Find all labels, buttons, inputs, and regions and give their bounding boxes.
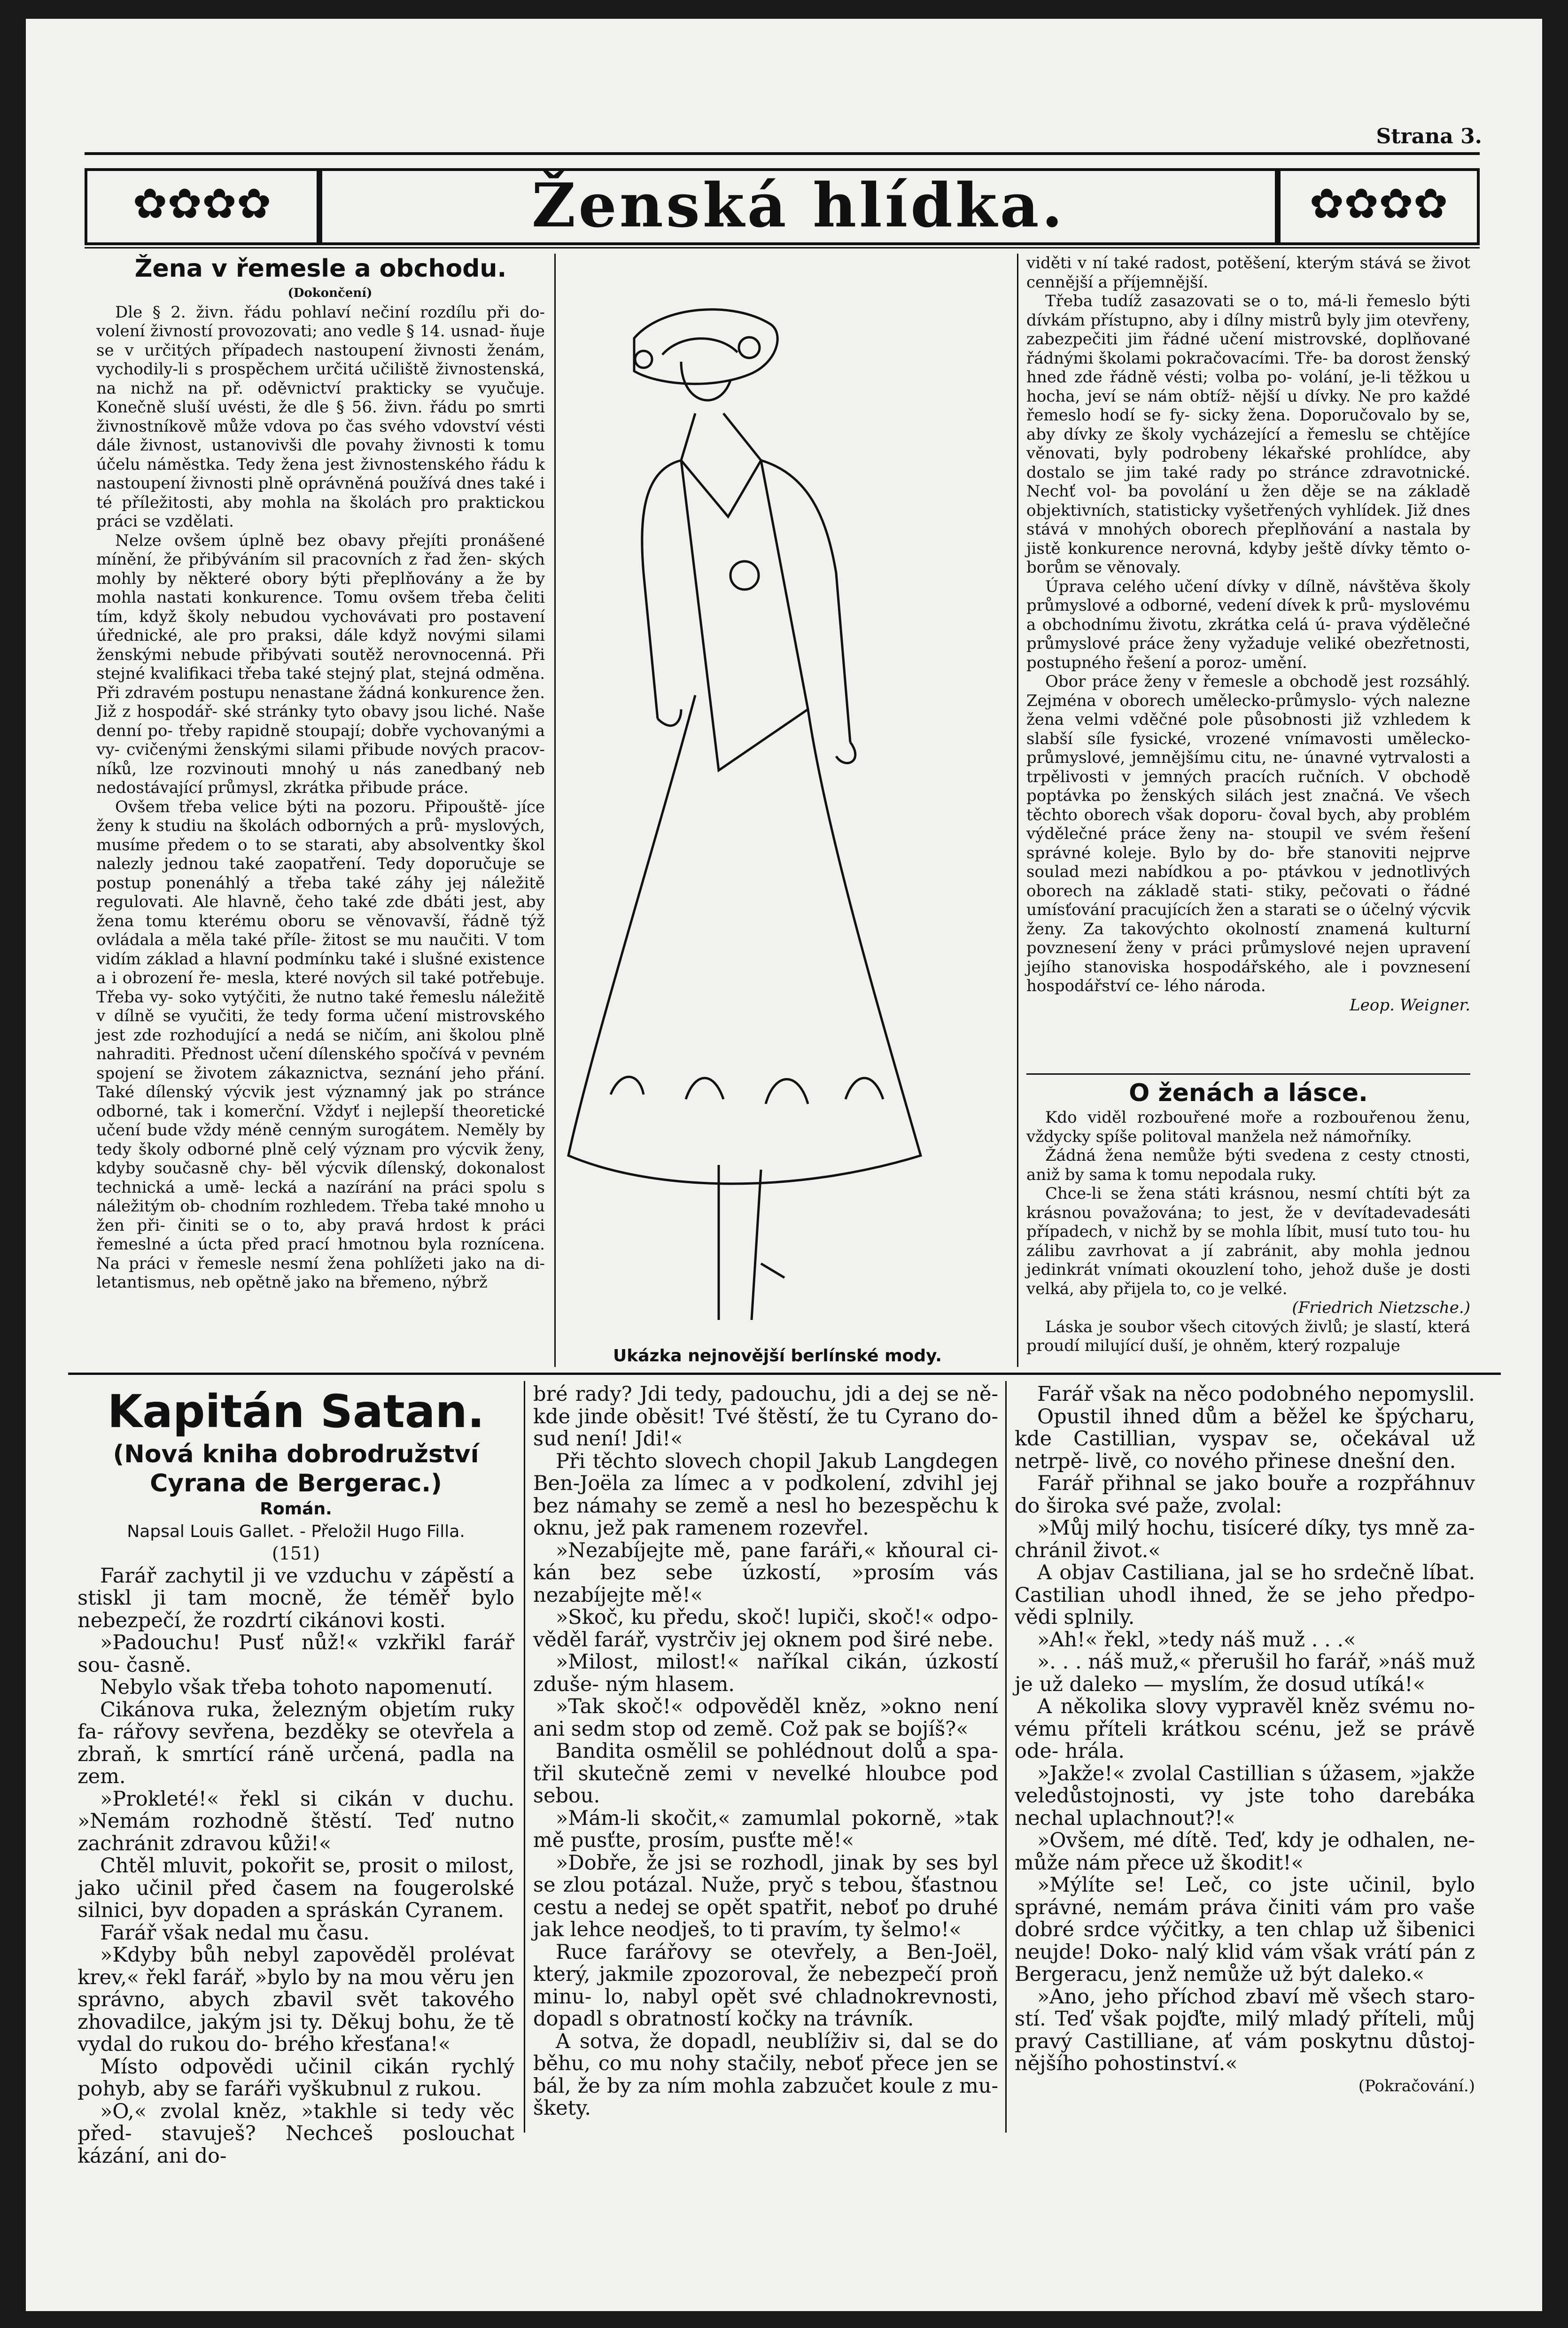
paragraph: Nebylo však třeba tohoto napomenutí. [100, 1676, 493, 1699]
paragraph: Ovšem třeba velice býti na pozoru. Připouště- jíce ženy k studiu na školách odborných a prů- myslových, musíme předem o to se starati, aby absolventky škol nalezly jednou také zaopatření. Tedy doporučuje se postup ponenáhlý a třeba také záhy jej náležitě regulovati. Ale hlavně, čeho také zde dbáti jest, aby žena tomu kterému oboru se věnovavší, řádně týž ovládala a měla také příle- žitost se mu naučiti. V tom vidím základ a hlavní podmínku také i slušné existence a i obrození ře- mesla, které nových sil také potřebuje. Třeba vy- soko vytýčiti, že nutno také řemeslu náležitě v dílně se vyučiti, že tedy forma učení mistrovského jest zde rozhodující a nedá se ničím, ani školou plně nahraditi. Přednost učení dílenského spočívá v pevném spojení se životem zákaznictva, seznání jeho přání. Také dílenský výcvik jest významný jak po stránce odborné, tak i komerční. Vždyť i nejlepší theoretické učení bude vždy méně cenným surogátem. Neměly by tedy školy odborné plně celý význam pro výcvik ženy, kdyby současně chy- běl výcvik dílenský, dokonalost technická a umě- lecká a nazírání na práci spolu s náležitým ob- chodním rozhledem. Třeba také mnoho u žen při- činiti se o to, aby pravá hrdost k práci řemeslné a úcta před prací hmotnou byla roznícena. Na práci v řemesle nesmí žena pohlížeti jako na di- letantismus, neb opětně jako na břemeno, nýbrž [96, 797, 545, 1292]
paragraph: »Ano, jeho příchod zbaví mě všech staro- stí. Teď však pojďte, milý mladý příteli, můj pravý Castilliane, ať vám poskytnu důstoj- nějšího pohostinství.« [1015, 1985, 1475, 2075]
masthead-top-rule [85, 152, 1480, 155]
paragraph: »Můj milý hochu, tisíceré díky, tys mně za- chránil život.« [1015, 1516, 1475, 1562]
article-title: Žena v řemesle a obchodu. [134, 255, 507, 283]
paragraph: Nelze ovšem úplně bez obavy přejíti pronášené mínění, že přibýváním sil pracovních z řad žen- ských mohly by některé obory býti přeplňovány a že by mohla nastati konkurence. Tomu ovšem třeba čeliti tím, když školy nebudou vychovávati pro postavení úřednické, ale pro praksi, dále když novými silami ženskými nebude přibývati soutěž nerovnocenná. Při stejné kvalifikaci třeba také stejný plat, stejná odměna. Při zdravém postupu nenastane žádná konkurence žen. Již z hospodář- ské stránky tyto obavy jsou liché. Naše denní po- třeby rapidně stoupají; dobře vychovanými a vy- cvičenými ženskými silami přibude nových pracov- níků, lze rozvinouti mnohý u nás zanedbaný neb nedostávající průmysl, zkrátka přibude práce. [96, 531, 545, 797]
paragraph: Farář však na něco podobného nepomyslil. [1037, 1382, 1475, 1406]
serial-title: Kapitán Satan. [107, 1385, 485, 1438]
paragraph: Při těchto slovech chopil Jakub Langdegen Ben-Joëla za límec a v podkolení, zdvihl jej bez námahy se země a nesl ho bezespěchu k oknu, jež pak ramenem rozevřel. [533, 1449, 998, 1540]
paragraph: »Ah!« řekl, »tedy náš muž . . .« [1037, 1628, 1356, 1652]
column-rule-2 [1017, 254, 1018, 1367]
paragraph: »Jakže!« zvolal Castillian s úžasem, »jakže veledůstojnosti, vy jste toho darebáka nechal uplachnout?!« [1015, 1762, 1475, 1830]
paragraph: A objav Castiliana, jal se ho srdečně líbat. Castilian uhodl ihned, že se jeho předpo- vědi splnily. [1015, 1561, 1475, 1629]
section-title: Ženská hlídka. [531, 171, 1066, 241]
paragraph: viděti v ní také radost, potěšení, kterým stává se život cennější a příjemnější. [1026, 254, 1470, 292]
paragraph: Úprava celého učení dívky v dílně, návštěva školy průmyslové a odborné, vedení dívek k prů- myslovému a obchodnímu životu, zkrátka celá ú- prava výdělečné průmyslové práce ženy vyžaduje veliké obezřetnosti, postupného řešení a poroz- umění. [1026, 577, 1470, 672]
paragraph: »Padouchu! Pusť nůž!« vzkřikl farář sou- časně. [78, 1631, 514, 1677]
paragraph: ». . . náš muž,« přerušil ho farář, »náš muž je už daleko — myslím, že dosud utíká!« [1015, 1650, 1475, 1696]
paragraph: »Nezabíjejte mě, pane faráři,« kňoural ci- kán bez sebe úzkostí, »prosím vás nezabíjejte mě!« [533, 1538, 998, 1607]
newspaper-page [26, 19, 1542, 2311]
paragraph: Místo odpovědi učinil cikán rychlý pohyb, aby se faráři vyškubnul z rukou. [78, 2055, 514, 2101]
author-signature: Leop. Weigner. [1350, 995, 1470, 1015]
paragraph: A několika slovy vypravěl kněz svému no- vému příteli krátkou scénu, jež se právě ode- hrála. [1015, 1695, 1475, 1763]
paragraph: Cikánova ruka, železným objetím ruky fa- rářovy sevřena, bezděky se otevřela a zbraň, k smrtící ráně určená, padla na zem. [78, 1698, 514, 1788]
paragraph: »Kdyby bůh nebyl zapověděl prolévat krev,« řekl farář, »bylo by na mou věru jen správno, abych zbavil svět takového zhovadilce, jakým jsi ty. Děkuj bohu, že tě vydal do rukou do- brého křesťana!« [78, 1943, 514, 2056]
article-title: O ženách a lásce. [1129, 1079, 1368, 1107]
continued-note: (Pokračování.) [1358, 2076, 1475, 2095]
paragraph: Farář přihnal se jako bouře a rozpřáhnuv do široka své paže, zvolal: [1015, 1472, 1475, 1518]
paragraph: Obor práce ženy v řemesle a obchodě jest rozsáhlý. Zejména v oborech umělecko-průmyslo- vých nalezne žena velmi vděčné pole působnosti již vzhledem k slabší síle fysické, vrozené vnímavosti umělecko-průmyslové, jemnějšímu citu, ne- únavné vytrvalosti a trpělivosti v jemných pracích ručních. V obchodě poptávka po ženských silách jest značná. Ve všech těchto oborech však doporu- čoval bych, aby problém výdělečné práce ženy na- stoupil ve svém řešení správné koleje. Bylo by do- bře stanoviti nejprve soulad mezi nabídkou a po- ptávkou v jednotlivých oborech na základě stati- stiky, pečovati o řádné umísťování pracujících žen a starati se o účelný výcvik ženy. Za takovýchto okolností znamená kulturní povznesení ženy v práci průmyslové nejen upravení jejího stanoviska hospodářského, ale i povznesení hospodářství ce- lého národa. [1026, 672, 1470, 995]
article-divider [1026, 1073, 1470, 1075]
masthead-bottom-rule [85, 247, 1480, 248]
article-women-trade-col2 [1026, 254, 1470, 1071]
fashion-illustration [564, 272, 1005, 1343]
serial-col3 [1015, 1383, 1475, 2135]
serial-column-rule-2 [1005, 1381, 1007, 2133]
paragraph: »Ovšem, mé dítě. Teď, kdy je odhalen, ne- může nám přece už škodit!« [1015, 1829, 1475, 1875]
article-women-love [1026, 1078, 1470, 1360]
paragraph: »Tak skoč!« odpověděl kněz, »okno není ani sedm stop od země. Což pak se bojíš?« [533, 1695, 998, 1741]
paragraph: Dle § 2. živn. řádu pohlaví nečiní rozdílu při do- volení živností provozovati; ano vedle § 14. usnad- ňuje se v určitých případech nastoupení živnosti ženám, vychodily-li s prospěchem určitá učiliště živnostenská, na nichž na př. oděvnictví prakticky se vyučuje. Konečně sluší uvésti, že dle § 56. živn. řádu po smrti živnostníkově může vdova po čas svého vdovství vésti dále živnost, ustanovivši dle povahy živnosti k tomu účelu náměstka. Tedy žena jest živnostenského řádu k nastoupení živnosti plně oprávněná používá dnes také i té příležitosti, aby mohla na školách pro praktickou práci se vzdělati. [96, 303, 545, 531]
paragraph: »O,« zvolal kněz, »takhle si tedy věc před- stavuješ? Nechceš poslouchat kázání, ani do- [78, 2099, 514, 2168]
paragraph: »Skoč, ku předu, skoč! lupiči, skoč!« odpo- věděl farář, vystrčiv jej oknem pod širé nebe. [533, 1606, 998, 1652]
paragraph: »Mýlíte se! Leč, co jste učinil, bylo správné, nemám práva činiti vám pro vaše dobré srdce výčitky, a ten chlap už šibenici neujde! Doko- nalý klid vám však vrátí pán z Bergeracu, jenž nemůže už být daleko.« [1015, 1873, 1475, 1986]
illustration-caption: Ukázka nejnovější berlínské mody. [613, 1346, 942, 1366]
paragraph: Farář však nedal mu času. [100, 1921, 370, 1945]
column-rule-1 [554, 254, 556, 1367]
paragraph: Žádná žena nemůže býti svedena z cesty ctnosti, aniž by sama k tomu nepodala ruky. [1026, 1146, 1470, 1184]
serial-col2 [533, 1383, 998, 2135]
author-signature: (Friedrich Nietzsche.) [1292, 1298, 1470, 1317]
article-subtitle: (Dokončení) [287, 286, 373, 300]
ornament-right-icon: ✿✿✿✿ [1309, 179, 1448, 228]
serial-subtitle: (Nová kniha dobrodružství Cyrana de Bergerac.) [113, 1440, 479, 1498]
section-divider [68, 1373, 1501, 1375]
serial-part-number: (151) [272, 1543, 320, 1564]
paragraph: Bandita osmělil se pohlédnout dolů a spa- třil skutečně zemi v nevelké hloubce pod sebou. [533, 1739, 998, 1808]
paragraph: Láska je soubor všech citových živlů; je slastí, která proudí milující duší, je ohněm, který rozpaluje [1026, 1317, 1470, 1355]
paragraph: Ruce farářovy se otevřely, a Ben-Joël, který, jakmile zpozoroval, že nebezpečí proň minu- lo, nabyl opět své chladnokrevnosti, dopadl s obratností kočky na trávník. [533, 1940, 998, 2031]
paragraph: »Dobře, že jsi se rozhodl, jinak by ses byl se zlou potázal. Nuže, pryč s tebou, šťastnou cestu a nedej se opět spatřit, neboť po druhé jak lehce neodješ, to ti pravím, ty šelmo!« [533, 1851, 998, 1941]
paragraph: A sotva, že dopadl, neublíživ si, dal se do běhu, co mu nohy stačily, neboť přece jen se bál, že by za ním mohla zabzučet koule z mu- škety. [533, 2029, 998, 2120]
paragraph: »Milost, milost!« naříkal cikán, úzkostí zduše- ným hlasem. [533, 1650, 998, 1696]
ornament-left-icon: ✿✿✿✿ [132, 179, 272, 228]
serial-genre: Román. [260, 1499, 332, 1519]
paragraph: Farář zachytil ji ve vzduchu v zápěstí a stiskl ji tam mocně, že téměř bylo nebezpečí, že rozdrtí cikánovi kosti. [78, 1564, 514, 1632]
paragraph: Chtěl mluvit, pokořit se, prosit o milost, jako učinil před časem na fougerolské silnici, byv dopaden a spráskán Cyranem. [78, 1854, 514, 1922]
serial-col1 [78, 1383, 514, 2168]
article-women-trade-col1 [96, 254, 545, 1367]
paragraph: Opustil ihned dům a běžel ke špýcharu, kde Castillian, vyspav se, očekával už netrpě- livě, co nového přinese dnešní den. [1015, 1405, 1475, 1473]
paragraph: Chce-li se žena státi krásnou, nesmí chtíti být za krásnou považována; to jest, že v devítadevadesáti případech, v nichž by se mohla líbit, musí tuto tou- hu zálibu zavrhovat a jí zabránit, aby mohla jednou jedinkrát vnímati okouzlení toho, jehož duše je dosti velká, aby přijela to, co je velké. [1026, 1184, 1470, 1298]
paragraph: Třeba tudíž zasazovati se o to, má-li řemeslo býti dívkám přístupno, aby i dílny mistrů byly jim otevřeny, zabezpečiti jim řádné učení mistrovské, doplňované řádnými školami pokračovacími. Tře- ba dorost ženský hned zde řádně vésti; volba po- volání, je-li těžkou u hocha, jeví se nám obtíž- nější u dívky. Ne pro každé řemeslo hodí se fy- sicky žena. Doporučovalo by se, aby dívky ze školy vycházející a řemeslu se chtějíce věnovati, byly podrobeny lékařské prohlídce, aby dostalo se jim také rady po stránce zdravotnické. Nechť vol- ba povolání u žen děje se na základě objektivních, statisticky vyšetřených vyhlídek. Již dnes stává v mnohých oborech přeplňování a nastala by jistě konkurence nerovná, kdyby ještě dívky těmto o- borům se věnovaly. [1026, 292, 1470, 577]
serial-column-rule-1 [524, 1381, 525, 2133]
page-number: Strana 3. [1376, 124, 1482, 148]
paragraph: bré rady? Jdi tedy, padouchu, jdi a dej se ně- kde jinde oběsit! Tvé štěstí, že tu Cyrano do- sud není! Jdi!« [533, 1382, 998, 1451]
serial-byline: Napsal Louis Gallet. - Přeložil Hugo Filla. [127, 1521, 465, 1541]
paragraph: Kdo viděl rozbouřené moře a rozbouřenou ženu, vždycky spíše politoval manžela než námořníky. [1026, 1108, 1470, 1146]
paragraph: »Mám-li skočit,« zamumlal pokorně, »tak mě pusťte, prosím, pusťte mě!« [533, 1806, 998, 1852]
paragraph: »Prokleté!« řekl si cikán v duchu. »Nemám rozhodně štěstí. Teď nutno zachránit zdravou kůži!« [78, 1787, 514, 1855]
